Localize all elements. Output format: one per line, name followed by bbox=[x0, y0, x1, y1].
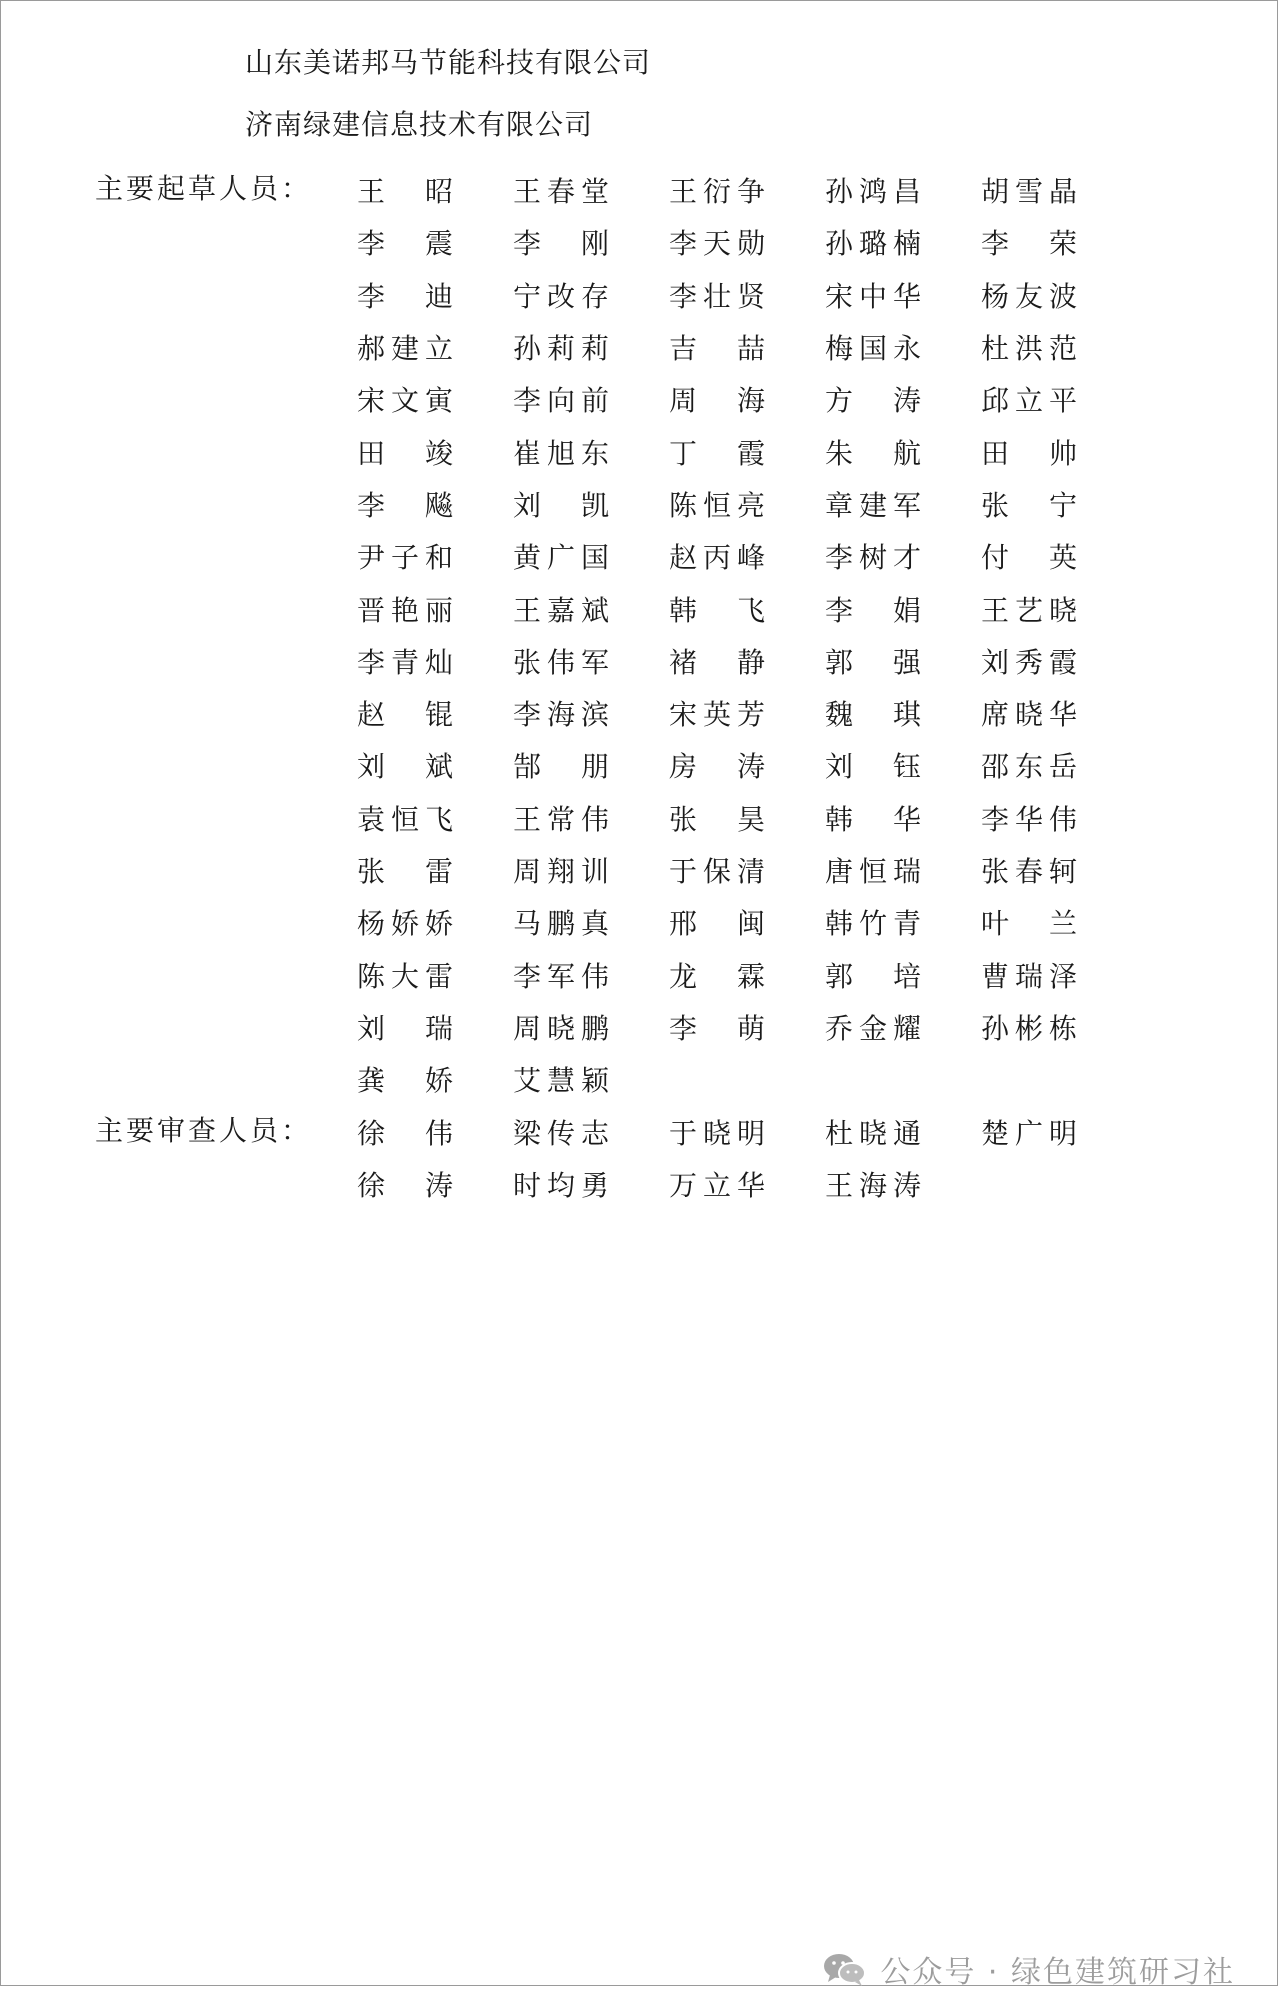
person-name: 章 建 军 bbox=[825, 488, 921, 522]
person-name: 王 昭 bbox=[357, 175, 453, 209]
person-name: 万 立 华 bbox=[669, 1169, 765, 1203]
person-name: 尹 子 和 bbox=[357, 541, 453, 575]
person-name: 黄 广 国 bbox=[513, 541, 609, 575]
person-name: 刘 钰 bbox=[825, 750, 921, 784]
person-name: 赵 丙 峰 bbox=[669, 541, 765, 575]
person-name: 刘 秀 霞 bbox=[981, 645, 1077, 679]
person-name: 丁 霞 bbox=[669, 436, 765, 470]
person-name: 韩 飞 bbox=[669, 593, 765, 627]
person-name: 刘 斌 bbox=[357, 750, 453, 784]
person-name: 王 海 涛 bbox=[825, 1169, 921, 1203]
person-name: 乔 金 耀 bbox=[825, 1011, 921, 1045]
person-name: 李 海 滨 bbox=[513, 698, 609, 732]
person-name: 杨 友 波 bbox=[981, 279, 1077, 313]
person-name: 陈 大 雷 bbox=[357, 959, 453, 993]
person-name: 陈 恒 亮 bbox=[669, 488, 765, 522]
person-name: 王 衍 争 bbox=[669, 175, 765, 209]
person-name: 房 涛 bbox=[669, 750, 765, 784]
person-name: 田 竣 bbox=[357, 436, 453, 470]
person-name: 孙 莉 莉 bbox=[513, 332, 609, 366]
person-name: 李 树 才 bbox=[825, 541, 921, 575]
person-name: 褚 静 bbox=[669, 645, 765, 679]
person-name: 梅 国 永 bbox=[825, 332, 921, 366]
person-name: 楚 广 明 bbox=[981, 1117, 1077, 1151]
person-name: 韩 竹 青 bbox=[825, 907, 921, 941]
person-name: 张 伟 军 bbox=[513, 645, 609, 679]
person-name: 张 宁 bbox=[981, 488, 1077, 522]
reviewers-names-grid bbox=[357, 1106, 1137, 1211]
reviewers-label: 主要审查人员： bbox=[95, 1114, 313, 1147]
person-name: 李 娟 bbox=[825, 593, 921, 627]
person-name: 李 壮 贤 bbox=[669, 279, 765, 313]
person-name: 李 刚 bbox=[513, 227, 609, 261]
person-name: 李 军 伟 bbox=[513, 959, 609, 993]
person-name: 周 翔 训 bbox=[513, 855, 609, 888]
person-name: 孙 璐 楠 bbox=[825, 227, 921, 261]
person-name: 邵 东 岳 bbox=[981, 750, 1077, 784]
person-name: 李 萌 bbox=[669, 1011, 765, 1045]
person-name: 杜 洪 范 bbox=[981, 332, 1077, 366]
person-name: 时 均 勇 bbox=[513, 1169, 609, 1203]
person-name: 唐 恒 瑞 bbox=[825, 855, 921, 888]
person-name: 韩 华 bbox=[825, 802, 921, 836]
person-name: 龙 霖 bbox=[669, 959, 765, 993]
person-name: 郜 朋 bbox=[513, 750, 609, 784]
person-name: 马 鹏 真 bbox=[513, 907, 609, 941]
person-name: 艾 慧 颖 bbox=[513, 1064, 609, 1098]
person-name: 付 英 bbox=[981, 541, 1077, 575]
person-name: 吉 喆 bbox=[669, 332, 765, 366]
organization-line: 济南绿建信息技术有限公司 bbox=[245, 108, 594, 141]
person-name: 王 艺 晓 bbox=[981, 593, 1077, 627]
person-name: 张 昊 bbox=[669, 802, 765, 836]
person-name: 李 青 灿 bbox=[357, 645, 453, 679]
person-name: 张 雷 bbox=[357, 855, 453, 888]
person-name: 郝 建 立 bbox=[357, 332, 453, 366]
person-name: 于 晓 明 bbox=[669, 1117, 765, 1151]
person-name: 邢 闽 bbox=[669, 907, 765, 941]
person-name: 方 涛 bbox=[825, 384, 921, 418]
person-name: 王 常 伟 bbox=[513, 802, 609, 836]
person-name: 李 荣 bbox=[981, 227, 1077, 261]
person-name: 杨 娇 娇 bbox=[357, 907, 453, 941]
person-name: 宋 文 寅 bbox=[357, 384, 453, 418]
person-name: 李 震 bbox=[357, 227, 453, 261]
person-name: 于 保 清 bbox=[669, 855, 765, 888]
person-name: 李 向 前 bbox=[513, 384, 609, 418]
person-name: 张 春 轲 bbox=[981, 855, 1077, 888]
watermark-text: 公众号 · 绿色建筑研习社 bbox=[880, 1955, 1235, 1990]
person-name: 孙 鸿 昌 bbox=[825, 175, 921, 209]
person-name: 袁 恒 飞 bbox=[357, 802, 453, 836]
drafters-names-grid bbox=[357, 164, 1137, 1105]
person-name: 宋 英 芳 bbox=[669, 698, 765, 732]
person-name: 王 嘉 斌 bbox=[513, 593, 609, 627]
person-name: 叶 兰 bbox=[981, 907, 1077, 941]
drafters-label: 主要起草人员： bbox=[95, 172, 313, 205]
person-name: 邱 立 平 bbox=[981, 384, 1077, 418]
person-name: 李 华 伟 bbox=[981, 802, 1077, 836]
person-name: 刘 瑞 bbox=[357, 1011, 453, 1045]
person-name: 魏 琪 bbox=[825, 698, 921, 732]
organization-line: 山东美诺邦马节能科技有限公司 bbox=[245, 46, 652, 79]
person-name: 李 迪 bbox=[357, 279, 453, 313]
person-name: 宋 中 华 bbox=[825, 279, 921, 313]
person-name: 孙 彬 栋 bbox=[981, 1011, 1077, 1045]
person-name: 周 海 bbox=[669, 384, 765, 418]
person-name: 胡 雪 晶 bbox=[981, 175, 1077, 209]
person-name: 席 晓 华 bbox=[981, 698, 1077, 732]
person-name: 王 春 堂 bbox=[513, 175, 609, 209]
person-name: 曹 瑞 泽 bbox=[981, 959, 1077, 993]
person-name: 龚 娇 bbox=[357, 1064, 453, 1098]
person-name: 李 飚 bbox=[357, 488, 453, 522]
person-name: 梁 传 志 bbox=[513, 1117, 609, 1151]
person-name: 杜 晓 通 bbox=[825, 1117, 921, 1151]
person-name: 刘 凯 bbox=[513, 488, 609, 522]
person-name: 郭 强 bbox=[825, 645, 921, 679]
person-name: 宁 改 存 bbox=[513, 279, 609, 313]
watermark bbox=[822, 1949, 1235, 1989]
person-name: 周 晓 鹏 bbox=[513, 1011, 609, 1045]
person-name: 崔 旭 东 bbox=[513, 436, 609, 470]
person-name: 田 帅 bbox=[981, 436, 1077, 470]
person-name: 徐 伟 bbox=[357, 1117, 453, 1151]
person-name: 李 天 勋 bbox=[669, 227, 765, 261]
person-name: 郭 培 bbox=[825, 959, 921, 993]
person-name: 晋 艳 丽 bbox=[357, 593, 453, 627]
person-name: 朱 航 bbox=[825, 436, 921, 470]
wechat-icon bbox=[822, 1951, 868, 1987]
person-name: 徐 涛 bbox=[357, 1169, 453, 1203]
person-name: 赵 锟 bbox=[357, 698, 453, 732]
